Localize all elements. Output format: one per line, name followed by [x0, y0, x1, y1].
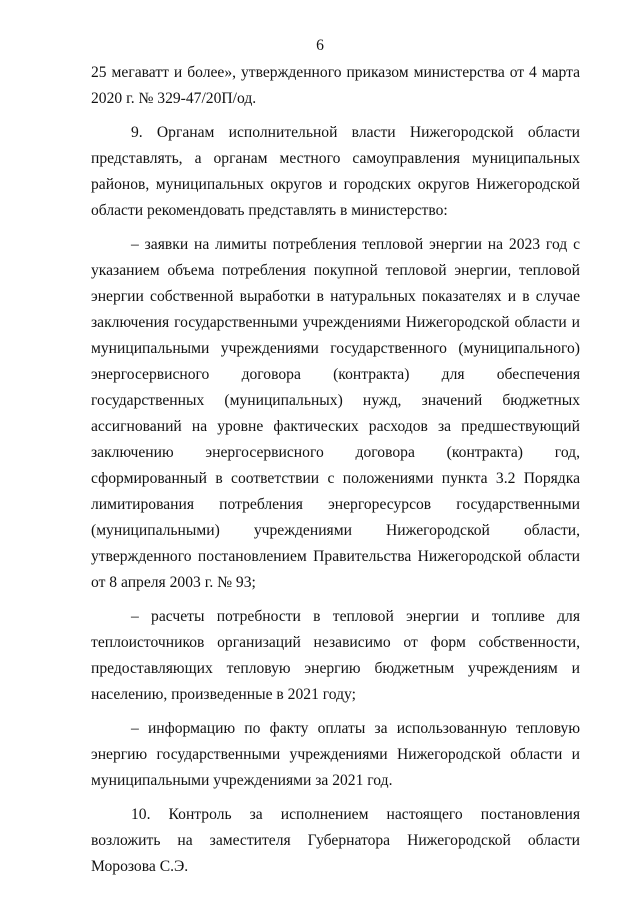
paragraph-item-9: 9. Органам исполнительной власти Нижегородской области представлять, а органам местного самоуправления муниципальных районов, муниципальных округов и городских округов Нижегородской области рекомендовать представлять в министерство:: [91, 124, 580, 219]
paragraph-continuation: 25 мегаватт и более», утвержденного приказом министерства от 4 марта 2020 г. № 329-47/20П/од.: [91, 64, 580, 107]
paragraph-bullet-heat-calculations: – расчеты потребности в тепловой энергии и топливе для теплоисточников организаций независимо от форм собственности, предоставляющих тепловую энергию бюджетным учреждениям и населению, произведенные в 2021 году;: [91, 608, 580, 703]
page-number: 6: [316, 37, 324, 54]
document-body: [91, 60, 580, 880]
paragraph-item-10: 10. Контроль за исполнением настоящего постановления возложить на заместителя Губернатора Нижегородской области Морозова С.Э.: [91, 806, 580, 875]
paragraph-bullet-payment-info: – информацию по факту оплаты за использованную тепловую энергию государственными учреждениями Нижегородской области и муниципальными учреждениями за 2021 год.: [91, 720, 580, 789]
paragraph-bullet-heat-limits: – заявки на лимиты потребления тепловой энергии на 2023 год с указанием объема потребления покупной тепловой энергии, тепловой энергии собственной выработки в натуральных показателях и в случае заключения государственными учреждениями Нижегородской области и муниципальными учреждениями государственного (муниципального) энергосервисного договора (контракта) для обеспечения государственных (муниципальных) нужд, значений бюджетных ассигнований на уровне фактических расходов за предшествующий заключению энергосервисного договора (контракта) год, сформированный в соответствии с положениями пункта 3.2 Порядка лимитирования потребления энергоресурсов государственными (муниципальными) учреждениями Нижегородской области, утвержденного постановлением Правительства Нижегородской области от 8 апреля 2003 г. № 93;: [91, 236, 580, 591]
